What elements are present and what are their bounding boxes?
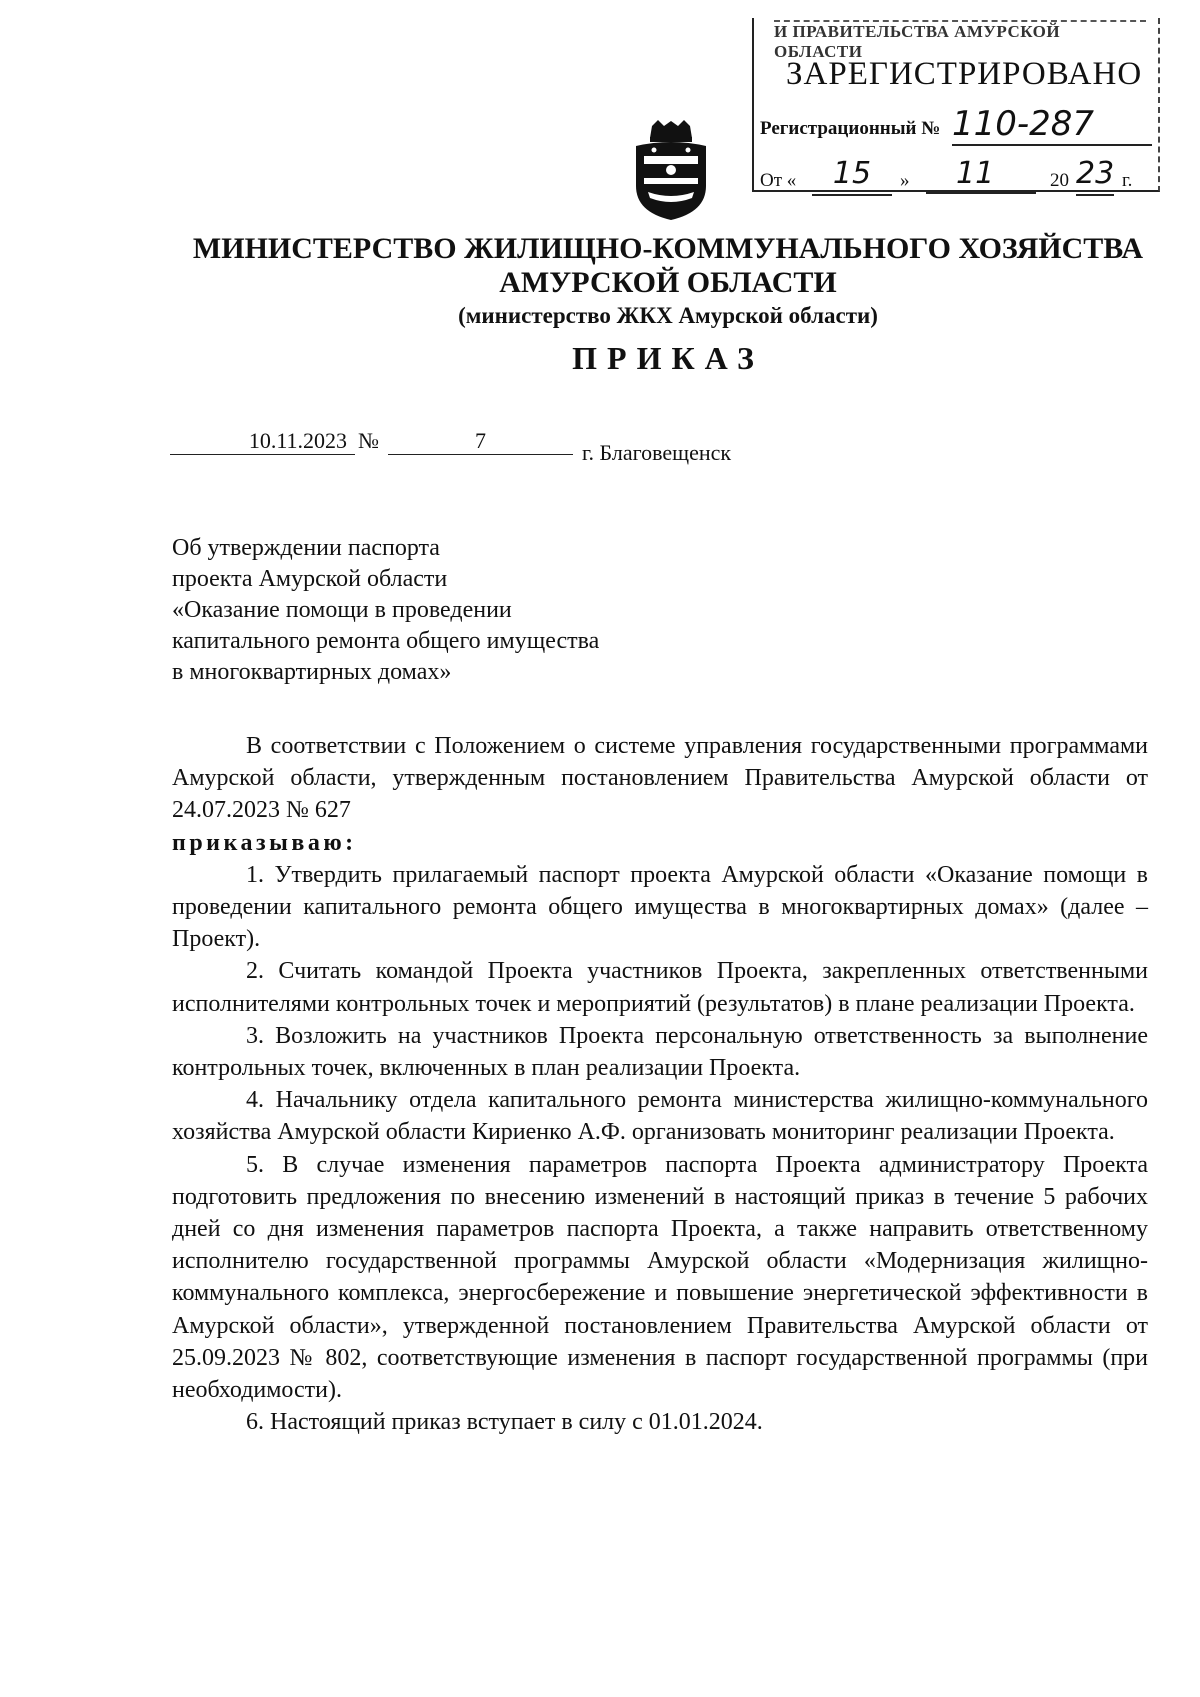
subject-line: «Оказание помощи в проведении	[172, 597, 512, 623]
stamp-title: ЗАРЕГИСТРИРОВАНО	[786, 56, 1143, 92]
subject-line: проекта Амурской области	[172, 566, 448, 592]
order-item-6: 6. Настоящий приказ вступает в силу с 01.01.2024.	[246, 1409, 763, 1436]
order-item-1: 1. Утвердить прилагаемый паспорт проекта Амурской области «Оказание помощи в проведении капитального ремонта общего имущества в многоквартирных домах» (далее – Проект).	[172, 861, 1148, 953]
stamp-month: 11	[926, 156, 1036, 194]
preamble: В соответствии с Положением о системе управления государственными программами Амурской области, утвержденным постановлением Правительства Амурской области от 24.07.2023 № 627	[172, 733, 1148, 824]
coat-of-arms-icon	[630, 120, 712, 220]
subject-line: капитального ремонта общего имущества	[172, 628, 600, 654]
order-item-3: 3. Возложить на участников Проекта персональную ответственность за выполнение контрольных точек, включенных в план реализации Проекта.	[172, 1022, 1148, 1082]
order-body	[172, 730, 1148, 1438]
order-item-2: 2. Считать командой Проекта участников Проекта, закрепленных ответственными исполнителями контрольных точек и мероприятий (результатов) в плане реализации Проекта.	[172, 958, 1148, 1017]
order-item-4: 4. Начальнику отдела капитального ремонта министерства жилищно-коммунального хозяйства Амурской области Кириенко А.Ф. организовать мониторинг реализации Проекта.	[172, 1087, 1148, 1146]
order-number-label: №	[358, 428, 379, 453]
order-word: приказываю:	[172, 829, 357, 856]
stamp-day: 15	[812, 156, 892, 196]
subject-line: в многоквартирных домах»	[172, 659, 452, 685]
registration-stamp	[752, 18, 1160, 192]
stamp-year-end: г.	[1122, 170, 1133, 191]
order-date: 10.11.2023	[170, 428, 355, 455]
order-item-5: 5. В случае изменения параметров паспорта Проекта администратору Проекта подготовить предложения по внесению изменений в настоящий приказ в течение 5 рабочих дней со дня изменения параметров паспорта Проекта, а также направить ответственному исполнителю государственной программы Амурской области «Модернизация жилищно-коммунального комплекса, энергосбережение и повышение энергетической эффективности в Амурской области», утвержденной постановлением Правительства Амурской области от 25.09.2023 № 802, соответствующие изменения в паспорт государственной программы (при необходимости).	[172, 1151, 1148, 1404]
order-date-line	[170, 428, 770, 468]
stamp-reg-label: Регистрационный №	[760, 118, 941, 139]
document-type: ПРИКАЗ	[572, 340, 764, 376]
stamp-year-prefix: 20	[1050, 170, 1069, 191]
order-city: г. Благовещенск	[582, 440, 732, 465]
org-short-name: (министерство ЖКХ Амурской области)	[458, 303, 878, 328]
stamp-from-label: От «	[760, 170, 797, 191]
order-subject	[172, 533, 599, 688]
org-name-line2: АМУРСКОЙ ОБЛАСТИ	[499, 266, 837, 299]
order-number: 7	[388, 428, 573, 455]
stamp-header: И ПРАВИТЕЛЬСТВА АМУРСКОЙ ОБЛАСТИ	[774, 20, 1146, 62]
stamp-quote-close: »	[900, 170, 910, 191]
stamp-reg-number: 110-287	[952, 104, 1152, 146]
subject-line: Об утверждении паспорта	[172, 535, 440, 561]
org-name-line1: МИНИСТЕРСТВО ЖИЛИЩНО-КОММУНАЛЬНОГО ХОЗЯЙСТВА	[192, 232, 1144, 265]
stamp-year-suffix: 23	[1076, 156, 1114, 196]
